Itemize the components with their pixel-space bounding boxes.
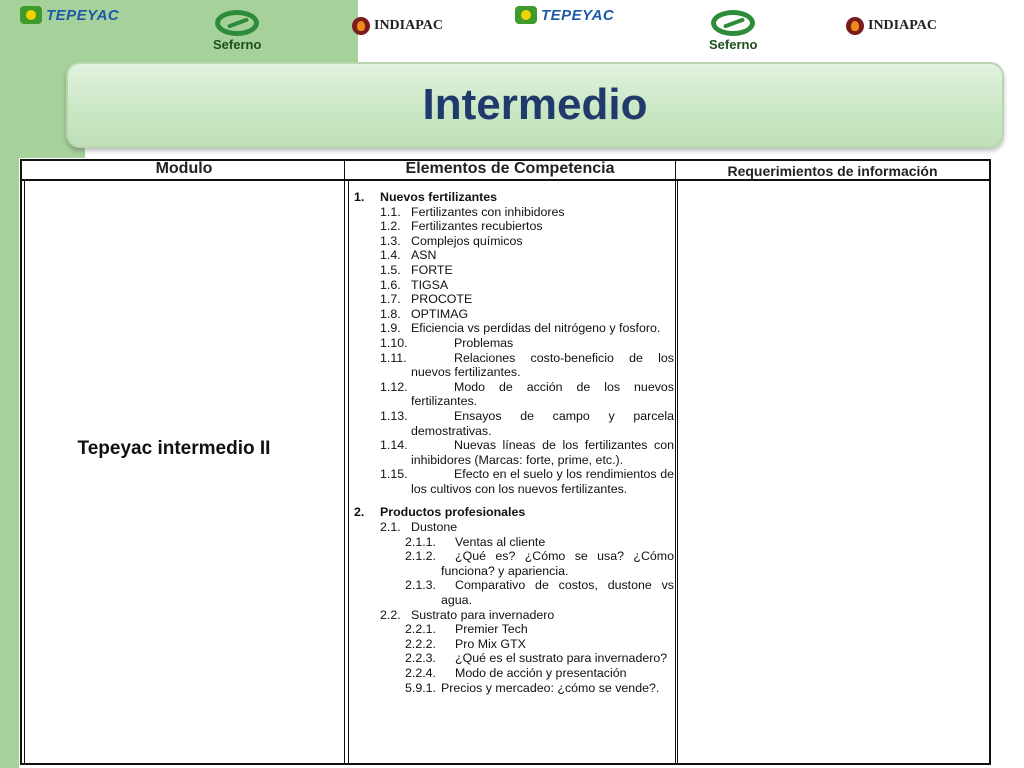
list-item: 1.15. Efecto en el suelo y los rendimientos de los cultivos con los nuevos fertilizantes. <box>380 467 674 496</box>
indiapac-logo: INDIAPAC <box>846 17 937 35</box>
indiapac-mark-icon <box>846 17 864 35</box>
module-name: Tepeyac intermedio II <box>77 438 271 459</box>
table-col-divider <box>348 181 349 763</box>
tepeyac-logo: TEPEYAC <box>20 6 119 24</box>
section-heading: 2. Productos profesionales <box>354 505 526 520</box>
list-item: 1.3. Complejos químicos <box>380 233 523 248</box>
list-item: 1.13. Ensayos de campo y parcela demostrativas. <box>380 408 674 438</box>
list-item: 2.2.1. Premier Tech <box>405 622 528 637</box>
table-col-divider <box>677 181 678 763</box>
header-modulo: Modulo <box>155 160 213 177</box>
list-item: 1.2. Fertilizantes recubiertos <box>380 219 543 234</box>
list-item: 1.8. OPTIMAG <box>380 306 469 321</box>
table-col-divider <box>675 159 676 765</box>
tepeyac-mark-icon <box>20 6 42 24</box>
list-item: 1.11. Relaciones costo-beneficio de los nuevos fertilizantes. <box>380 350 674 380</box>
list-item: 2.1.3. Comparativo de costos, dustone vs agua. <box>405 578 674 608</box>
list-item: 1.4. ASN <box>380 248 437 263</box>
tepeyac-logo: TEPEYAC <box>515 6 614 24</box>
table-header-divider <box>20 179 990 181</box>
list-item: 2.1.2. ¿Qué es? ¿Cómo se usa? ¿Cómo funciona? y apariencia. <box>405 549 674 578</box>
list-item: 1.1. Fertilizantes con inhibidores <box>380 204 565 219</box>
header-requerimientos: Requerimientos de información <box>727 163 938 179</box>
seferno-logo: Seferno <box>213 10 261 52</box>
seferno-mark-icon <box>215 10 259 36</box>
page-title: Intermedio <box>422 80 648 129</box>
list-item: 1.10. Problemas <box>380 335 514 350</box>
list-item: 1.9. Eficiencia vs perdidas del nitrógeno y fosforo. <box>380 321 661 336</box>
table-border-bottom <box>20 763 990 765</box>
list-item: 1.7. PROCOTE <box>380 292 473 307</box>
table-inner-left <box>24 181 25 763</box>
header-elementos: Elementos de Competencia <box>405 160 615 177</box>
list-item: 5.9.1. Precios y mercadeo: ¿cómo se vende?. <box>405 680 660 695</box>
left-green-band <box>0 0 19 768</box>
list-item: 2.2. Sustrato para invernadero <box>380 607 555 622</box>
tepeyac-mark-icon <box>515 6 537 24</box>
indiapac-logo: INDIAPAC <box>352 17 443 35</box>
list-item: 2.1. Dustone <box>380 520 458 535</box>
table-border-right <box>989 159 991 765</box>
list-item: 2.1.1. Ventas al cliente <box>405 534 546 549</box>
list-item: 2.2.3. ¿Qué es el sustrato para invernadero? <box>405 651 668 666</box>
table-border-left <box>20 159 22 765</box>
seferno-mark-icon <box>711 10 755 36</box>
list-item: 2.2.4. Modo de acción y presentación <box>405 666 627 680</box>
list-item: 1.12. Modo de acción de los nuevos fertilizantes. <box>380 379 674 409</box>
indiapac-mark-icon <box>352 17 370 35</box>
list-item: 1.14. Nuevas líneas de los fertilizantes con inhibidores (Marcas: forte, prime, etc.). <box>380 438 674 467</box>
list-item: 1.6. TIGSA <box>380 277 449 292</box>
competency-list <box>354 190 674 695</box>
list-item: 2.2.2. Pro Mix GTX <box>405 636 526 651</box>
title-banner <box>66 62 1004 148</box>
section-heading: 1. Nuevos fertilizantes <box>354 190 498 204</box>
table-col-divider <box>344 159 345 765</box>
seferno-logo: Seferno <box>709 10 757 52</box>
list-item: 1.5. FORTE <box>380 262 453 277</box>
